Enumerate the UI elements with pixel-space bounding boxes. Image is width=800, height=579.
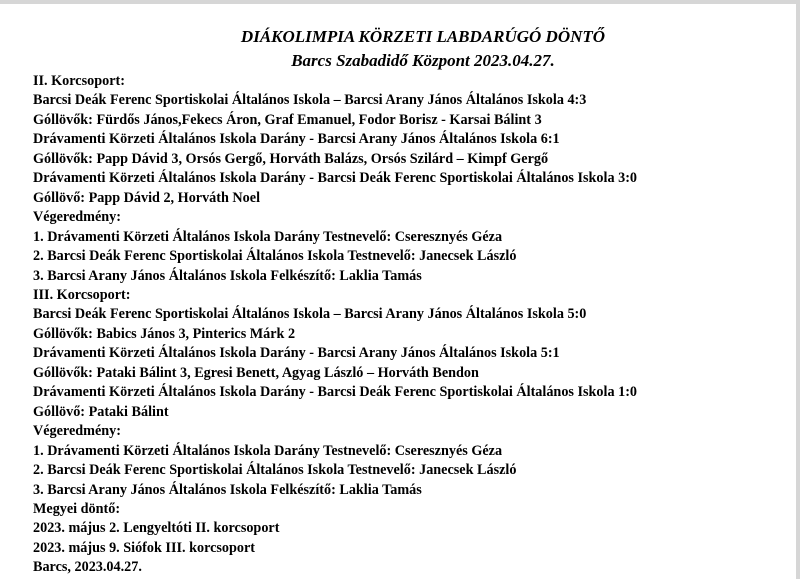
match-result: Drávamenti Körzeti Általános Iskola Darány - Barcsi Arany János Általános Iskola 5:1: [33, 345, 560, 362]
goalscorers: Góllövők: Babics János 3, Pinterics Márk 2: [33, 325, 296, 342]
standing-entry: 2. Barcsi Deák Ferenc Sportiskolai Általános Iskola Testnevelő: Janecsek László: [33, 248, 517, 265]
page-border-right: [796, 0, 800, 579]
county-final-heading: Megyei döntő:: [33, 500, 121, 517]
goalscorers: Góllövő: Pataki Bálint: [33, 403, 169, 420]
section-heading-iii-korcsoport: III. Korcsoport:: [33, 286, 131, 303]
standing-entry: 1. Drávamenti Körzeti Általános Iskola Darány Testnevelő: Cseresznyés Géza: [33, 228, 503, 245]
final-standings-heading: Végeredmény:: [33, 209, 121, 226]
goalscorers: Góllövők: Fürdős János,Fekecs Áron, Graf Emanuel, Fodor Borisz - Karsai Bálint 3: [33, 111, 542, 128]
final-standings-heading: Végeredmény:: [33, 423, 121, 440]
match-result: Drávamenti Körzeti Általános Iskola Darány - Barcsi Deák Ferenc Sportiskolai Általános Iskola 3:0: [33, 170, 638, 187]
document-body: [33, 72, 783, 578]
county-final-date: 2023. május 2. Lengyeltóti II. korcsoport: [33, 520, 280, 537]
standing-entry: 3. Barcsi Arany János Általános Iskola Felkészítő: Laklia Tamás: [33, 481, 422, 498]
section-heading-ii-korcsoport: II. Korcsoport:: [33, 73, 125, 89]
match-result: Barcsi Deák Ferenc Sportiskolai Általános Iskola – Barcsi Arany János Általános Iskola 5:0: [33, 306, 587, 323]
document-title: DIÁKOLIMPIA KÖRZETI LABDARÚGÓ DÖNTŐ: [240, 27, 606, 46]
page-border-top: [0, 0, 800, 4]
standing-entry: 1. Drávamenti Körzeti Általános Iskola Darány Testnevelő: Cseresznyés Géza: [33, 442, 503, 459]
match-result: Drávamenti Körzeti Általános Iskola Darány - Barcsi Arany János Általános Iskola 6:1: [33, 131, 560, 148]
match-result: Barcsi Deák Ferenc Sportiskolai Általános Iskola – Barcsi Arany János Általános Iskola 4:3: [33, 92, 587, 109]
place-and-date: Barcs, 2023.04.27.: [33, 559, 142, 576]
county-final-date: 2023. május 9. Siófok III. korcsoport: [33, 539, 256, 556]
goalscorers: Góllövők: Pataki Bálint 3, Egresi Benett, Agyag László – Horváth Bendon: [33, 364, 479, 381]
standing-entry: 3. Barcsi Arany János Általános Iskola Felkészítő: Laklia Tamás: [33, 267, 422, 284]
goalscorers: Góllövő: Papp Dávid 2, Horváth Noel: [33, 189, 261, 206]
standing-entry: 2. Barcsi Deák Ferenc Sportiskolai Általános Iskola Testnevelő: Janecsek László: [33, 462, 517, 479]
goalscorers: Góllövők: Papp Dávid 3, Orsós Gergő, Horváth Balázs, Orsós Szilárd – Kimpf Gergő: [33, 150, 549, 167]
match-result: Drávamenti Körzeti Általános Iskola Darány - Barcsi Deák Ferenc Sportiskolai Általános Iskola 1:0: [33, 384, 638, 401]
document-subtitle: Barcs Szabadidő Központ 2023.04.27.: [291, 51, 555, 70]
